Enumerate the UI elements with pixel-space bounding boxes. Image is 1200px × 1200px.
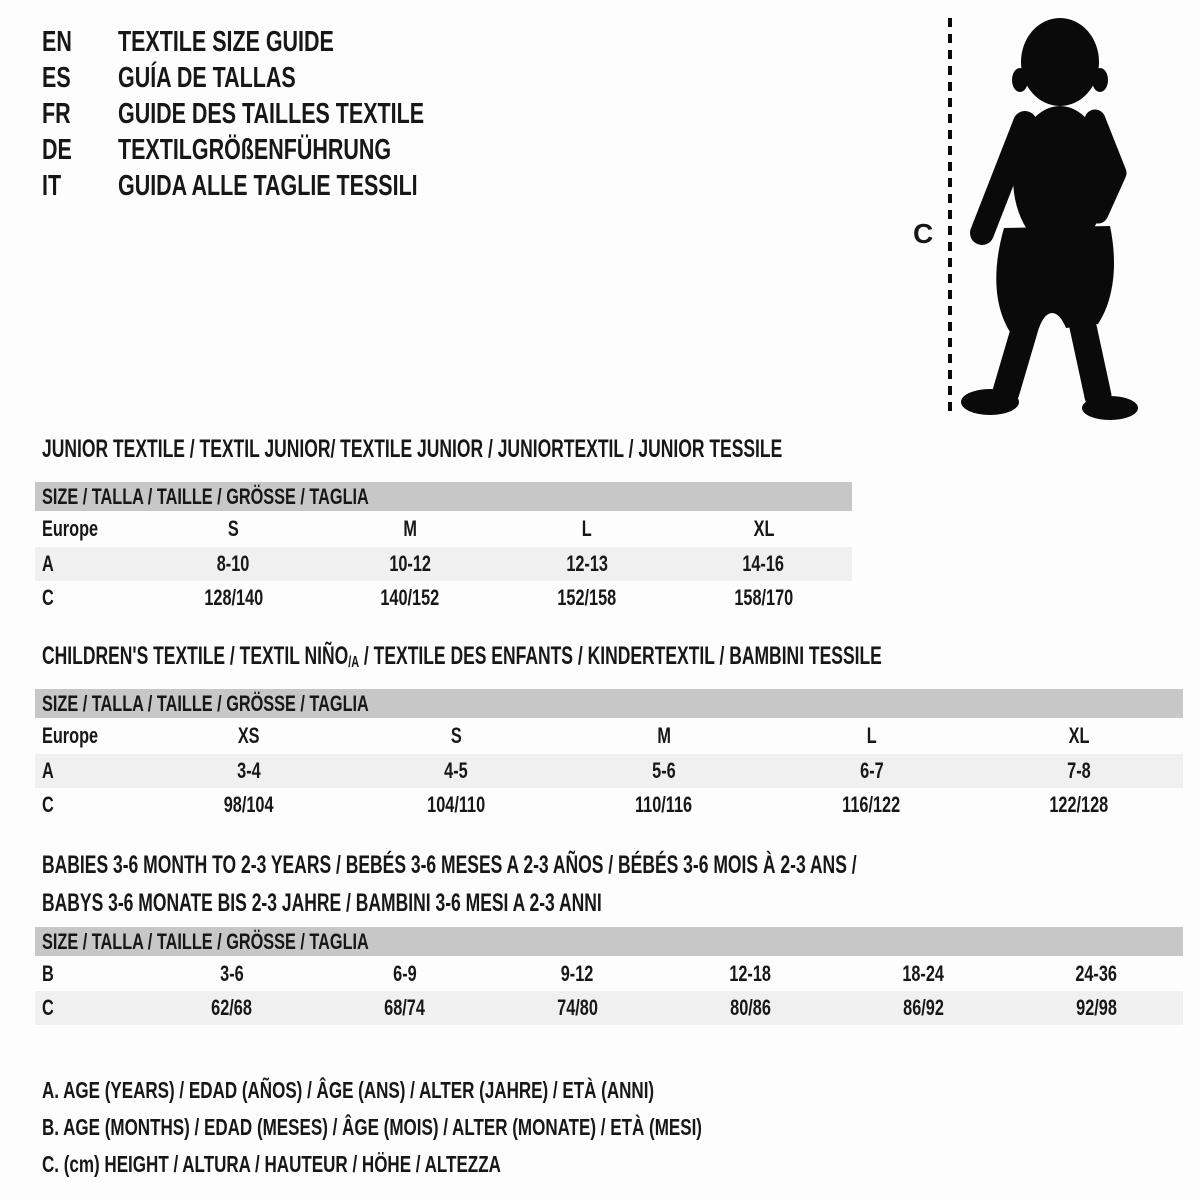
table-cell: 7-8 <box>1067 758 1091 783</box>
table-cell: 3-6 <box>219 960 244 986</box>
table-cell: 3-4 <box>237 758 261 783</box>
height-measure-label: C <box>913 218 934 249</box>
lang-title-de: TEXTILGRÖßENFÜHRUNG <box>118 133 392 166</box>
legend-line-c: C. (cm) HEIGHT / ALTURA / HAUTEUR / HÖHE / ALTEZZA <box>42 1151 501 1177</box>
row-label: C <box>42 792 54 817</box>
legend-line-a: A. AGE (YEARS) / EDAD (AÑOS) / ÂGE (ANS) / ALTER (JAHRE) / ETÀ (ANNI) <box>42 1077 655 1103</box>
lang-row-fr <box>42 96 532 132</box>
table-cell: 6-9 <box>392 960 417 986</box>
table-cell: 116/122 <box>842 792 901 817</box>
table-cell: L <box>581 516 592 541</box>
table-cell: 4-5 <box>444 758 469 783</box>
table-row <box>35 991 1183 1025</box>
table-cell: 14-16 <box>742 551 785 576</box>
babies-table-header: SIZE / TALLA / TAILLE / GRÖSSE / TAGLIA <box>35 927 1183 956</box>
table-cell: 110/116 <box>635 792 693 817</box>
row-label: B <box>42 960 54 986</box>
table-row <box>35 581 852 615</box>
baby-silhouette <box>940 8 1150 425</box>
row-label: C <box>42 995 54 1020</box>
junior-table-header: SIZE / TALLA / TAILLE / GRÖSSE / TAGLIA <box>35 482 852 511</box>
row-label: A <box>42 551 54 576</box>
lang-code-en: EN <box>42 25 72 58</box>
table-cell: 8-10 <box>217 551 250 576</box>
table-cell: 12-18 <box>729 960 772 986</box>
babies-section-title: BABIES 3-6 MONTH TO 2-3 YEARS / BEBÉS 3-6 MESES A 2-3 AÑOS / BÉBÉS 3-6 MOIS À 2-3 ANS / BABYS 3-6 MONATE BIS 2-3 JAHRE / BAMBINI 3-6 MESI A 2-3 ANNI <box>42 851 857 917</box>
table-row <box>35 788 1183 822</box>
table-row <box>35 511 852 547</box>
children-section-title: CHILDREN'S TEXTILE / TEXTIL NIÑO/A / TEXTILE DES ENFANTS / KINDERTEXTIL / BAMBINI TESSILE <box>42 642 882 671</box>
table-cell: 18-24 <box>902 960 945 986</box>
row-label: Europe <box>42 723 99 748</box>
table-cell: 68/74 <box>384 995 425 1020</box>
children-table-header: SIZE / TALLA / TAILLE / GRÖSSE / TAGLIA <box>35 689 1183 718</box>
babies-size-table <box>35 927 1183 1025</box>
table-cell: XS <box>237 723 260 748</box>
table-cell: 74/80 <box>557 995 598 1020</box>
table-cell: 128/140 <box>203 585 263 610</box>
measurement-legend <box>42 1072 934 1183</box>
table-row <box>35 956 1183 991</box>
table-cell: XL <box>1068 723 1090 748</box>
row-label: Europe <box>42 516 99 541</box>
lang-code-fr: FR <box>42 97 71 130</box>
table-cell: 86/92 <box>903 995 944 1020</box>
table-cell: 9-12 <box>561 960 594 986</box>
table-cell: M <box>657 723 671 748</box>
table-cell: L <box>866 723 877 748</box>
table-cell: 80/86 <box>730 995 771 1020</box>
lang-row-it <box>42 168 532 204</box>
lang-code-es: ES <box>42 61 71 94</box>
table-cell: 92/98 <box>1076 995 1117 1020</box>
lang-title-es: GUÍA DE TALLAS <box>118 61 296 94</box>
children-size-table <box>35 689 1183 822</box>
table-cell: 152/158 <box>557 585 617 610</box>
table-cell: 5-6 <box>652 758 676 783</box>
lang-title-it: GUIDA ALLE TAGLIE TESSILI <box>118 169 418 202</box>
junior-size-table <box>35 482 852 615</box>
nino-a-subscript: /A <box>348 653 360 671</box>
junior-section-title: JUNIOR TEXTILE / TEXTIL JUNIOR/ TEXTILE JUNIOR / JUNIORTEXTIL / JUNIOR TESSILE <box>42 435 783 463</box>
row-label: C <box>42 585 54 610</box>
table-cell: 12-13 <box>566 551 608 576</box>
lang-row-en <box>42 24 532 60</box>
table-cell: 122/128 <box>1049 792 1109 817</box>
table-cell: 98/104 <box>223 792 274 817</box>
table-cell: M <box>403 516 417 541</box>
table-cell: S <box>450 723 462 748</box>
language-title-list <box>42 24 532 204</box>
table-cell: 6-7 <box>859 758 884 783</box>
table-cell: XL <box>753 516 775 541</box>
table-cell: 24-36 <box>1075 960 1118 986</box>
table-row <box>35 754 1183 788</box>
lang-code-de: DE <box>42 133 72 166</box>
lang-row-de <box>42 132 532 168</box>
table-cell: 158/170 <box>734 585 794 610</box>
table-cell: S <box>227 516 239 541</box>
lang-title-en: TEXTILE SIZE GUIDE <box>118 25 334 58</box>
table-cell: 10-12 <box>389 551 431 576</box>
table-cell: 104/110 <box>427 792 486 817</box>
table-row <box>35 547 852 581</box>
table-cell: 140/152 <box>380 585 440 610</box>
lang-row-es <box>42 60 532 96</box>
lang-code-it: IT <box>42 169 62 202</box>
toddler-figure <box>961 18 1138 420</box>
lang-title-fr: GUIDE DES TAILLES TEXTILE <box>118 97 425 130</box>
table-row <box>35 718 1183 754</box>
table-cell: 62/68 <box>211 995 252 1020</box>
row-label: A <box>42 758 54 783</box>
legend-line-b: B. AGE (MONTHS) / EDAD (MESES) / ÂGE (MOIS) / ALTER (MONATE) / ETÀ (MESI) <box>42 1114 702 1140</box>
